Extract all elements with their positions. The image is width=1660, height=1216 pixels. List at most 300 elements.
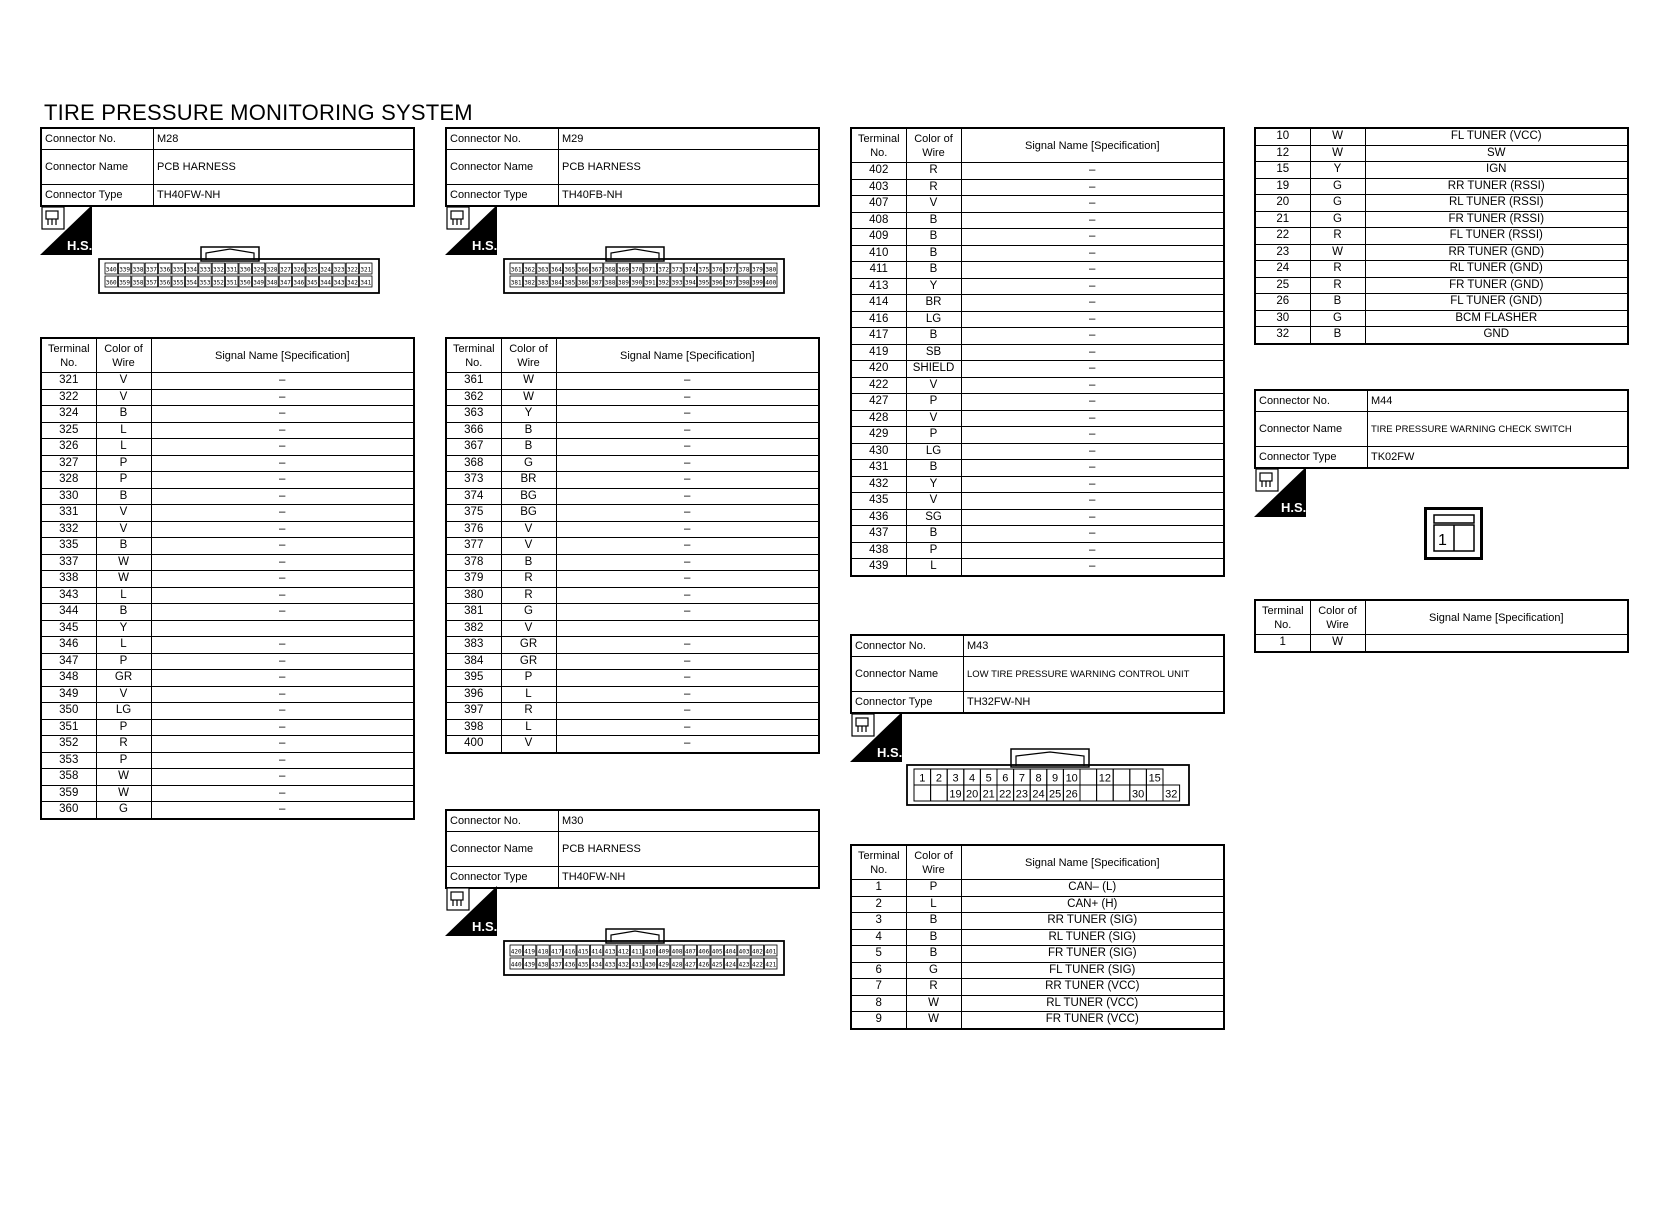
pin-label: 366 xyxy=(577,266,589,274)
pin-label: 15 xyxy=(1148,772,1161,785)
pin-label: 351 xyxy=(226,279,238,287)
signal-name-cell: – xyxy=(961,295,1224,312)
pin-label: 407 xyxy=(685,948,696,956)
signal-name-cell: RL TUNER (RSSI) xyxy=(1365,195,1628,212)
col-signal-header: Signal Name [Specification] xyxy=(961,128,1224,163)
pin-label: 19 xyxy=(949,788,962,801)
hs-label: H.S. xyxy=(472,919,497,934)
table-row xyxy=(446,653,819,670)
signal-name-cell: – xyxy=(151,538,414,555)
table-row xyxy=(851,460,1224,477)
terminal-table-m29 xyxy=(445,337,820,754)
signal-name-cell: – xyxy=(151,406,414,423)
table-row xyxy=(41,554,414,571)
signal-name-cell: FR TUNER (RSSI) xyxy=(1365,211,1628,228)
pin-label: 438 xyxy=(537,961,549,969)
pin-label: 434 xyxy=(591,961,603,969)
terminal-no-cell: 331 xyxy=(41,505,96,522)
wire-color-cell: L xyxy=(906,896,961,913)
terminal-no-cell: 330 xyxy=(41,488,96,505)
table-row xyxy=(851,542,1224,559)
table-row xyxy=(446,620,819,637)
pin-label: 381 xyxy=(510,279,522,287)
col-color-header: Color of Wire xyxy=(96,338,151,373)
table-row xyxy=(851,311,1224,328)
pin-label: 415 xyxy=(577,948,589,956)
signal-name-cell: – xyxy=(151,752,414,769)
wire-color-cell: W xyxy=(1310,145,1365,162)
terminal-no-cell: 411 xyxy=(851,262,906,279)
wire-color-cell: G xyxy=(1310,310,1365,327)
connector-no-label: Connector No. xyxy=(851,635,964,657)
signal-name-cell: RR TUNER (GND) xyxy=(1365,244,1628,261)
pin-label: 395 xyxy=(698,279,710,287)
pin-label: 347 xyxy=(280,279,291,287)
table-row xyxy=(851,179,1224,196)
table-row xyxy=(41,422,414,439)
pin-label: 378 xyxy=(738,266,750,274)
wire-color-cell: B xyxy=(906,526,961,543)
pin-label: 4 xyxy=(969,772,976,785)
connector-no-value: M29 xyxy=(559,128,820,150)
pin-label: 24 xyxy=(1032,788,1045,801)
pin-label: 404 xyxy=(725,948,737,956)
wire-color-cell: G xyxy=(501,455,556,472)
signal-name-cell: – xyxy=(151,637,414,654)
terminal-no-cell: 322 xyxy=(41,389,96,406)
table-row xyxy=(446,554,819,571)
col-terminal-header: Terminal No. xyxy=(446,338,501,373)
pin-label: 399 xyxy=(752,279,763,287)
pin-label: 349 xyxy=(253,279,265,287)
terminal-no-cell: 438 xyxy=(851,542,906,559)
table-row xyxy=(41,406,414,423)
pin-cell xyxy=(1146,785,1163,801)
pin-label: 361 xyxy=(510,266,522,274)
wire-color-cell: W xyxy=(1310,128,1365,145)
terminal-no-cell: 435 xyxy=(851,493,906,510)
connector-type-value: TH40FW-NH xyxy=(559,867,820,889)
signal-name-cell: – xyxy=(961,311,1224,328)
pin-label: 413 xyxy=(604,948,616,956)
pin-label: 387 xyxy=(591,279,603,287)
wire-color-cell: R xyxy=(501,571,556,588)
pin-label: 333 xyxy=(199,266,211,274)
col-color-header: Color of Wire xyxy=(906,845,961,880)
signal-name-cell: – xyxy=(556,637,819,654)
wire-color-cell: R xyxy=(501,587,556,604)
terminal-no-cell: 2 xyxy=(851,896,906,913)
pin-label: 433 xyxy=(604,961,616,969)
table-row xyxy=(41,472,414,489)
pin-label: 370 xyxy=(631,266,643,274)
wire-color-cell: G xyxy=(1310,211,1365,228)
pin-label: 435 xyxy=(577,961,589,969)
hs-harness-side-icon xyxy=(40,205,92,255)
terminal-no-cell: 361 xyxy=(446,373,501,390)
connector-name-label: Connector Name xyxy=(41,150,154,185)
pin-label: 372 xyxy=(658,266,670,274)
pin-label: 32 xyxy=(1165,788,1178,801)
pin-label: 380 xyxy=(765,266,777,274)
signal-name-cell: BCM FLASHER xyxy=(1365,310,1628,327)
terminal-no-cell: 374 xyxy=(446,488,501,505)
terminal-table-m44 xyxy=(1254,599,1629,653)
table-row xyxy=(41,488,414,505)
pin-label: 410 xyxy=(644,948,656,956)
signal-name-cell: – xyxy=(961,559,1224,576)
terminal-no-cell: 8 xyxy=(851,995,906,1012)
terminal-no-cell: 353 xyxy=(41,752,96,769)
connector-type-value: TH40FB-NH xyxy=(559,185,820,207)
signal-name-cell: – xyxy=(961,509,1224,526)
pin-label: 322 xyxy=(347,266,358,274)
signal-name-cell xyxy=(556,620,819,637)
terminal-no-cell: 21 xyxy=(1255,211,1310,228)
wire-color-cell: P xyxy=(96,752,151,769)
signal-name-cell: – xyxy=(961,377,1224,394)
terminal-no-cell: 419 xyxy=(851,344,906,361)
table-row xyxy=(851,929,1224,946)
terminal-no-cell: 380 xyxy=(446,587,501,604)
table-row xyxy=(1255,162,1628,179)
terminal-no-cell: 427 xyxy=(851,394,906,411)
pin-label: 388 xyxy=(604,279,616,287)
pin-label: 334 xyxy=(186,266,198,274)
signal-name-cell: IGN xyxy=(1365,162,1628,179)
table-row xyxy=(1255,310,1628,327)
pin-label: 25 xyxy=(1048,788,1062,801)
signal-name-cell: FR TUNER (VCC) xyxy=(961,1012,1224,1029)
pin-cell xyxy=(1130,769,1147,785)
table-row xyxy=(41,620,414,637)
pin-label: 440 xyxy=(510,961,522,969)
pin-label: 403 xyxy=(738,948,750,956)
hs-label: H.S. xyxy=(472,238,497,253)
signal-name-cell: – xyxy=(961,344,1224,361)
pin-label: 385 xyxy=(564,279,576,287)
signal-name-cell: – xyxy=(961,542,1224,559)
pin-label: 353 xyxy=(199,279,211,287)
wire-color-cell: L xyxy=(96,637,151,654)
wire-color-cell: P xyxy=(906,880,961,897)
pin-label: 375 xyxy=(698,266,710,274)
signal-name-cell: – xyxy=(961,493,1224,510)
wire-color-cell: B xyxy=(906,229,961,246)
signal-name-cell: – xyxy=(961,361,1224,378)
wire-color-cell: V xyxy=(501,620,556,637)
table-row xyxy=(41,686,414,703)
connector-face-m30 xyxy=(503,928,785,978)
connector-face-m29 xyxy=(503,246,785,296)
pin-label: 421 xyxy=(765,961,777,969)
pin-label: 390 xyxy=(631,279,643,287)
pin-label: 3 xyxy=(952,772,959,785)
table-row xyxy=(851,212,1224,229)
table-row xyxy=(446,571,819,588)
pin-label: 418 xyxy=(537,948,549,956)
pin-label: 389 xyxy=(618,279,629,287)
wire-color-cell: V xyxy=(96,521,151,538)
terminal-no-cell: 30 xyxy=(1255,310,1310,327)
terminal-no-cell: 15 xyxy=(1255,162,1310,179)
pin-cell xyxy=(1080,769,1097,785)
table-row xyxy=(851,995,1224,1012)
terminal-no-cell: 12 xyxy=(1255,145,1310,162)
wire-color-cell: V xyxy=(906,493,961,510)
signal-name-cell: – xyxy=(556,554,819,571)
signal-name-cell: CAN– (L) xyxy=(961,880,1224,897)
signal-name-cell: – xyxy=(961,179,1224,196)
pin-label: 332 xyxy=(213,266,224,274)
terminal-no-cell: 4 xyxy=(851,929,906,946)
wire-color-cell: B xyxy=(501,422,556,439)
signal-name-cell: RL TUNER (VCC) xyxy=(961,995,1224,1012)
table-row xyxy=(851,410,1224,427)
terminal-no-cell: 414 xyxy=(851,295,906,312)
wire-color-cell: W xyxy=(1310,244,1365,261)
table-row xyxy=(446,406,819,423)
table-row xyxy=(41,769,414,786)
terminal-no-cell: 346 xyxy=(41,637,96,654)
terminal-no-cell: 373 xyxy=(446,472,501,489)
terminal-no-cell: 344 xyxy=(41,604,96,621)
table-row xyxy=(1255,244,1628,261)
signal-name-cell: – xyxy=(556,538,819,555)
terminal-no-cell: 332 xyxy=(41,521,96,538)
wire-color-cell: Y xyxy=(501,406,556,423)
pin-label: 422 xyxy=(752,961,763,969)
wire-color-cell: B xyxy=(906,460,961,477)
pin-label: 343 xyxy=(333,279,345,287)
table-row xyxy=(41,719,414,736)
terminal-no-cell: 408 xyxy=(851,212,906,229)
wire-color-cell: W xyxy=(96,785,151,802)
table-row xyxy=(851,262,1224,279)
wire-color-cell: P xyxy=(96,719,151,736)
signal-name-cell: FL TUNER (SIG) xyxy=(961,962,1224,979)
wire-color-cell: B xyxy=(96,538,151,555)
terminal-no-cell: 7 xyxy=(851,979,906,996)
signal-name-cell: – xyxy=(961,410,1224,427)
pin-label: 360 xyxy=(105,279,117,287)
terminal-no-cell: 351 xyxy=(41,719,96,736)
table-row xyxy=(446,505,819,522)
table-row xyxy=(446,389,819,406)
signal-name-cell: CAN+ (H) xyxy=(961,896,1224,913)
table-row xyxy=(41,439,414,456)
connector-type-value: TH40FW-NH xyxy=(154,185,415,207)
pin-label: 344 xyxy=(320,279,332,287)
terminal-no-cell: 396 xyxy=(446,686,501,703)
wire-color-cell: L xyxy=(96,439,151,456)
pin-label: 371 xyxy=(644,266,656,274)
wire-color-cell: B xyxy=(906,212,961,229)
wire-color-cell: R xyxy=(1310,261,1365,278)
terminal-no-cell: 328 xyxy=(41,472,96,489)
m44-pin-label: 1 xyxy=(1438,532,1447,549)
signal-name-cell: – xyxy=(961,476,1224,493)
connector-info-m43 xyxy=(850,634,1225,714)
wire-color-cell: BR xyxy=(501,472,556,489)
signal-name-cell: – xyxy=(556,736,819,753)
pin-label: 432 xyxy=(618,961,629,969)
pin-label: 405 xyxy=(711,948,723,956)
table-row xyxy=(41,785,414,802)
signal-name-cell: SW xyxy=(1365,145,1628,162)
table-row xyxy=(446,439,819,456)
pin-label: 423 xyxy=(738,961,750,969)
pin-label: 337 xyxy=(146,266,157,274)
wire-color-cell: L xyxy=(96,587,151,604)
wire-color-cell: B xyxy=(96,488,151,505)
pin-label: 394 xyxy=(685,279,696,287)
wire-color-cell: V xyxy=(96,389,151,406)
signal-name-cell: – xyxy=(961,394,1224,411)
wire-color-cell: V xyxy=(96,505,151,522)
table-row xyxy=(851,163,1224,180)
pin-label: 336 xyxy=(159,266,171,274)
pin-label: 416 xyxy=(564,948,576,956)
signal-name-cell: – xyxy=(151,488,414,505)
wire-color-cell: SG xyxy=(906,509,961,526)
signal-name-cell: – xyxy=(151,373,414,390)
connector-type-value: TH32FW-NH xyxy=(964,692,1225,714)
connector-name-value: PCB HARNESS xyxy=(559,150,820,185)
wire-color-cell: V xyxy=(906,410,961,427)
wire-color-cell: P xyxy=(96,455,151,472)
wire-color-cell: L xyxy=(501,686,556,703)
wire-color-cell: B xyxy=(501,439,556,456)
connector-no-value: M30 xyxy=(559,810,820,832)
col-color-header: Color of Wire xyxy=(501,338,556,373)
pin-label: 436 xyxy=(564,961,576,969)
col-signal-header: Signal Name [Specification] xyxy=(151,338,414,373)
pin-label: 355 xyxy=(172,279,184,287)
wire-color-cell: W xyxy=(501,373,556,390)
pin-label: 330 xyxy=(239,266,251,274)
terminal-no-cell: 358 xyxy=(41,769,96,786)
table-row xyxy=(851,278,1224,295)
wire-color-cell: BG xyxy=(501,488,556,505)
signal-name-cell: – xyxy=(556,389,819,406)
pin-label: 367 xyxy=(591,266,603,274)
signal-name-cell: – xyxy=(556,422,819,439)
terminal-no-cell: 32 xyxy=(1255,327,1310,344)
pin-label: 2 xyxy=(935,772,942,785)
table-row xyxy=(851,1012,1224,1029)
terminal-no-cell: 362 xyxy=(446,389,501,406)
signal-name-cell: – xyxy=(151,505,414,522)
terminal-no-cell: 439 xyxy=(851,559,906,576)
pin-label: 6 xyxy=(1002,772,1009,785)
pin-label: 426 xyxy=(698,961,710,969)
terminal-no-cell: 3 xyxy=(851,913,906,930)
wire-color-cell: R xyxy=(906,979,961,996)
terminal-no-cell: 420 xyxy=(851,361,906,378)
table-row xyxy=(1255,228,1628,245)
wire-color-cell: R xyxy=(1310,228,1365,245)
pin-label: 431 xyxy=(631,961,643,969)
pin-label: 7 xyxy=(1018,772,1025,785)
col-signal-header: Signal Name [Specification] xyxy=(1365,600,1628,635)
table-row xyxy=(1255,195,1628,212)
wire-color-cell: B xyxy=(501,554,556,571)
wire-color-cell: V xyxy=(96,686,151,703)
pin-label: 365 xyxy=(564,266,576,274)
terminal-no-cell: 6 xyxy=(851,962,906,979)
pin-label: 396 xyxy=(711,279,723,287)
terminal-no-cell: 378 xyxy=(446,554,501,571)
table-row xyxy=(851,295,1224,312)
connector-info-m29 xyxy=(445,127,820,207)
terminal-table-m28 xyxy=(40,337,415,820)
col-terminal-header: Terminal No. xyxy=(851,845,906,880)
pin-label: 429 xyxy=(658,961,670,969)
hs-harness-side-icon xyxy=(1254,467,1306,517)
table-row xyxy=(851,377,1224,394)
wire-color-cell: B xyxy=(1310,294,1365,311)
pin-label: 339 xyxy=(119,266,131,274)
pin-label: 424 xyxy=(725,961,737,969)
connector-name-value: TIRE PRESSURE WARNING CHECK SWITCH xyxy=(1368,412,1629,447)
wire-color-cell: V xyxy=(906,377,961,394)
table-row xyxy=(446,422,819,439)
pin-label: 386 xyxy=(577,279,589,287)
table-row xyxy=(1255,635,1628,652)
pin-label: 357 xyxy=(146,279,157,287)
wire-color-cell: L xyxy=(96,422,151,439)
pin-label: 340 xyxy=(105,266,117,274)
hs-harness-side-icon xyxy=(850,712,902,762)
terminal-no-cell: 359 xyxy=(41,785,96,802)
connector-name-label: Connector Name xyxy=(851,657,964,692)
terminal-no-cell: 22 xyxy=(1255,228,1310,245)
pin-label: 363 xyxy=(537,266,549,274)
wire-color-cell: G xyxy=(501,604,556,621)
connector-name-value: PCB HARNESS xyxy=(154,150,415,185)
connector-face-m44 xyxy=(1424,507,1484,561)
signal-name-cell: – xyxy=(556,686,819,703)
table-row xyxy=(446,538,819,555)
signal-name-cell: – xyxy=(556,455,819,472)
signal-name-cell: FL TUNER (GND) xyxy=(1365,294,1628,311)
signal-name-cell: FL TUNER (RSSI) xyxy=(1365,228,1628,245)
pin-label: 400 xyxy=(765,279,777,287)
terminal-no-cell: 395 xyxy=(446,670,501,687)
signal-name-cell: – xyxy=(151,703,414,720)
pin-label: 406 xyxy=(698,948,710,956)
pin-label: 411 xyxy=(631,948,643,956)
pin-label: 348 xyxy=(266,279,278,287)
pin-label: 384 xyxy=(551,279,562,287)
col-signal-header: Signal Name [Specification] xyxy=(961,845,1224,880)
signal-name-cell: RR TUNER (VCC) xyxy=(961,979,1224,996)
pin-label: 401 xyxy=(765,948,777,956)
terminal-no-cell: 20 xyxy=(1255,195,1310,212)
pin-label: 398 xyxy=(738,279,750,287)
connector-no-label: Connector No. xyxy=(446,810,559,832)
pin-label: 8 xyxy=(1035,772,1042,785)
terminal-no-cell: 376 xyxy=(446,521,501,538)
table-row xyxy=(1255,261,1628,278)
pin-label: 346 xyxy=(293,279,305,287)
wire-color-cell: P xyxy=(906,394,961,411)
signal-name-cell: – xyxy=(151,653,414,670)
signal-name-cell: – xyxy=(961,262,1224,279)
table-row xyxy=(41,670,414,687)
wire-color-cell: LG xyxy=(906,443,961,460)
